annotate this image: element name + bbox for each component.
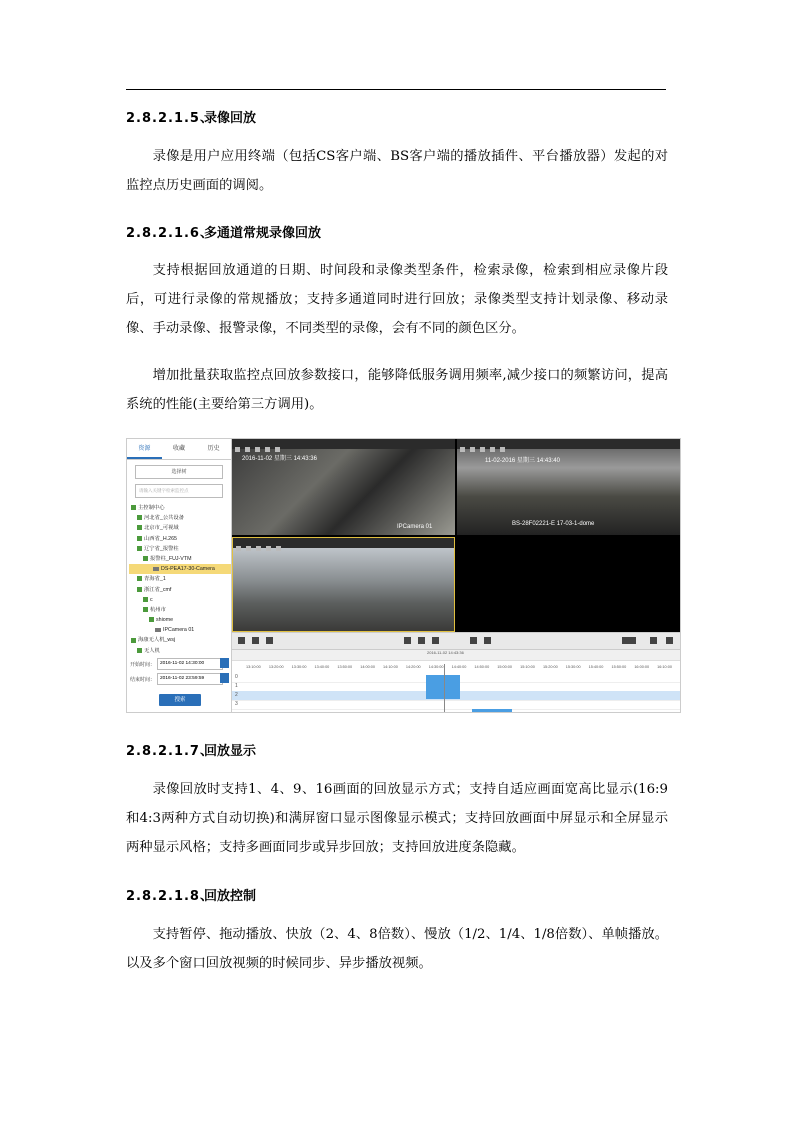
- paragraph-batch-interface: [126, 361, 668, 419]
- timeline-row: 1: [232, 682, 680, 692]
- tree-node[interactable]: IPCamera 01: [129, 625, 231, 635]
- section-number: 2.8.2.1.6、: [126, 226, 214, 241]
- tree-node-selected[interactable]: DS-PEA17-30-Camera: [129, 564, 231, 574]
- tree-node[interactable]: 辽宁省_报警柱: [129, 544, 231, 554]
- playhead[interactable]: [444, 664, 445, 712]
- paragraph-control: [126, 920, 668, 978]
- timeline-tick-label: 15:30:00: [565, 665, 581, 669]
- timeline-tick-label: 13:50:00: [337, 665, 353, 669]
- tree-node[interactable]: c: [129, 595, 231, 605]
- tab-resources[interactable]: 资源: [127, 439, 162, 459]
- timeline-tick-label: 14:30:00: [428, 665, 444, 669]
- calendar-icon[interactable]: [220, 658, 229, 668]
- screenshot-icon[interactable]: [238, 637, 245, 644]
- tree-node[interactable]: 河北省_公共设备: [129, 513, 231, 523]
- paragraph-multichannel: [126, 256, 668, 343]
- paragraph-display: [126, 775, 668, 862]
- pane-timestamp: 2016-11-02 星期三 14:43:36: [242, 456, 317, 462]
- search-button[interactable]: 搜索: [159, 694, 201, 706]
- section-title: 回放控制: [204, 889, 257, 904]
- resource-tabs: [127, 439, 231, 460]
- timeline-tick-label: 14:10:00: [383, 665, 398, 669]
- camera-tree: [129, 503, 231, 656]
- tree-node[interactable]: 青海省_1: [129, 574, 231, 584]
- section-title: 回放显示: [204, 744, 257, 759]
- tree-node[interactable]: 报警柱_FUJ-VTM: [129, 554, 231, 564]
- timeline-tick-label: 15:00:00: [497, 665, 513, 669]
- paragraph-text: 支持根据回放通道的日期、时间段和录像类型条件，检索录像，检索到相应录像片段后，可进行录像的常规播放；支持多通道同时进行回放；录像类型支持计划录像、移动录像、手动录像、报警录像，不同类型的录像，会有不同的颜色区分。: [126, 263, 668, 336]
- close-icon[interactable]: [666, 637, 673, 644]
- paragraph-text: 支持暂停、拖动播放、快放（2、4、8倍数）、慢放（1/2、1/4、1/8倍数）、单帧播放。以及多个窗口回放视频的时候同步、异步播放视频。: [126, 927, 668, 971]
- section-number: 2.8.2.1.8、: [126, 889, 214, 904]
- end-time-label: 结束时间：: [130, 677, 156, 683]
- video-pane[interactable]: [232, 439, 455, 535]
- tree-node[interactable]: 山西省_H.265: [129, 534, 231, 544]
- playback-screenshot: [126, 438, 681, 713]
- timeline-row: 0: [232, 673, 680, 683]
- timeline-tick-label: 14:20:00: [405, 665, 421, 669]
- recording-segment[interactable]: [426, 675, 460, 699]
- section-heading-2-8-2-1-6: [126, 222, 321, 241]
- layout-icon[interactable]: [622, 637, 636, 644]
- timeline-tick-label: 16:10:00: [657, 665, 672, 669]
- camera-search-input[interactable]: [135, 484, 223, 498]
- slow-icon[interactable]: [470, 637, 477, 644]
- timeline-tick-label: 13:10:00: [246, 665, 261, 669]
- tree-node[interactable]: 浙江省_cmf: [129, 585, 231, 595]
- timeline-tick-label: 13:20:00: [268, 665, 284, 669]
- timeline[interactable]: [232, 650, 680, 712]
- fullscreen-icon[interactable]: [650, 637, 657, 644]
- video-pane[interactable]: [457, 439, 680, 535]
- fast-icon[interactable]: [484, 637, 491, 644]
- playback-controls: [232, 632, 680, 650]
- recording-segment[interactable]: [472, 709, 512, 712]
- end-time-input[interactable]: 2016-11-02 23:59:59: [157, 673, 223, 685]
- section-heading-2-8-2-1-7: [126, 740, 256, 759]
- timeline-tick-label: 15:10:00: [520, 665, 535, 669]
- tab-favorites[interactable]: 收藏: [173, 446, 186, 452]
- pane-camera-name: BS-28F02221-E 17-03-1-dome: [512, 521, 595, 527]
- pane-camera-name: IPCamera 01: [397, 524, 433, 530]
- tab-history[interactable]: 历史: [207, 446, 220, 452]
- paragraph-text: 录像回放时支持1、4、9、16画面的回放显示方式；支持自适应画面宽高比显示(16:9和4:3两种方式自动切换)和满屏窗口显示图像显示模式；支持回放画面中屏显示和全屏显示两种显示风格；支持多画面同步或异步回放；支持回放进度条隐藏。: [126, 782, 668, 855]
- camera-icon: [153, 567, 159, 571]
- tree-node[interactable]: 主控制中心: [129, 503, 231, 513]
- paragraph-text: 录像是用户应用终端（包括CS客户端、BS客户端的播放插件、平台播放器）发起的对监控点历史画面的调阅。: [126, 149, 668, 193]
- paragraph-text: 增加批量获取监控点回放参数接口，能够降低服务调用频率,减少接口的频繁访问，提高系统的性能(主要给第三方调用)。: [126, 368, 668, 412]
- pane-timestamp: 11-02-2016 星期三 14:43:40: [485, 458, 560, 464]
- timeline-tick-label: 14:00:00: [360, 665, 375, 669]
- start-time-input[interactable]: 2016-11-02 14:30:00: [157, 658, 223, 670]
- section-title: 录像回放: [204, 111, 257, 126]
- search-placeholder: 请输入关键字检索监控点: [139, 488, 189, 493]
- resource-panel: [127, 439, 232, 712]
- timeline-tick-label: 15:40:00: [588, 665, 604, 669]
- stop-icon[interactable]: [432, 637, 439, 644]
- tree-node[interactable]: shiome: [129, 615, 231, 625]
- tree-node[interactable]: 北京市_可视域: [129, 523, 231, 533]
- tree-node[interactable]: 杭州市: [129, 605, 231, 615]
- tree-node[interactable]: 海康无人机_wsj: [129, 635, 231, 645]
- timeline-tick-label: 16:00:00: [634, 665, 650, 669]
- section-number: 2.8.2.1.7、: [126, 744, 214, 759]
- play-icon[interactable]: [404, 637, 411, 644]
- timeline-row: 3: [232, 700, 680, 710]
- section-heading-2-8-2-1-8: [126, 885, 256, 904]
- calendar-icon[interactable]: [220, 673, 229, 683]
- paragraph-playback: [126, 142, 668, 200]
- start-time-label: 开始时间：: [130, 662, 156, 668]
- camera-icon: [155, 628, 161, 632]
- tree-select-value: 选择树: [171, 469, 187, 475]
- section-title: 多通道常规录像回放: [204, 226, 322, 241]
- video-pane-active[interactable]: [232, 537, 455, 632]
- timeline-tick-label: 13:30:00: [291, 665, 307, 669]
- section-heading-2-8-2-1-5: [126, 107, 256, 126]
- timeline-row: 2: [232, 691, 680, 701]
- timeline-tick-label: 15:50:00: [611, 665, 627, 669]
- video-grid: [232, 439, 680, 632]
- section-number: 2.8.2.1.5、: [126, 111, 214, 126]
- pause-icon[interactable]: [418, 637, 425, 644]
- header-rule: [126, 89, 666, 90]
- download-icon[interactable]: [252, 637, 259, 644]
- video-pane-empty[interactable]: [457, 537, 680, 632]
- timeline-date: 2016-11-02 14:43:36: [427, 650, 464, 655]
- tree-select[interactable]: [135, 465, 223, 479]
- tree-node[interactable]: 无人机: [129, 646, 231, 656]
- timeline-tick-label: 15:20:00: [542, 665, 558, 669]
- timeline-tick-label: 14:50:00: [474, 665, 490, 669]
- star-icon[interactable]: [266, 637, 273, 644]
- timeline-tick-label: 14:40:00: [451, 665, 467, 669]
- timeline-tick-label: 13:40:00: [314, 665, 330, 669]
